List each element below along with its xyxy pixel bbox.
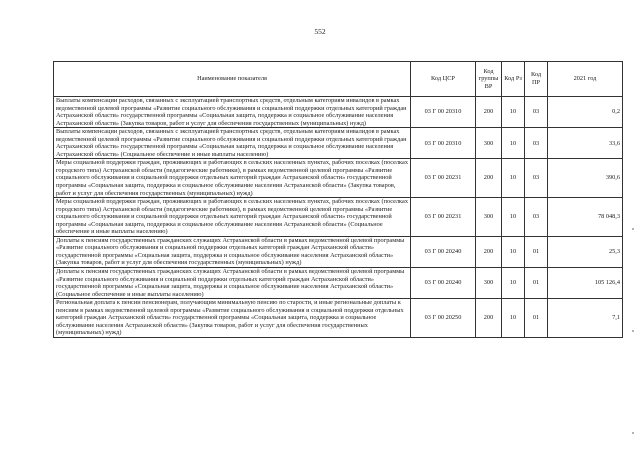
table-row [54,97,623,128]
row-pr: 03 [525,159,548,198]
row-amount: 78 048,3 [548,198,623,237]
row-rz: 10 [502,97,525,128]
row-amount: 7,1 [548,299,623,338]
row-csr: 03 Г 00 20310 [411,97,476,128]
header-name: Наименование показателя [54,62,411,97]
row-group: 200 [476,299,502,338]
row-amount: 0,2 [548,97,623,128]
table-header-row [54,62,623,97]
table-row [54,198,623,237]
row-csr: 03 Г 00 20231 [411,159,476,198]
row-rz: 10 [502,299,525,338]
table-row [54,128,623,159]
row-csr: 03 Г 00 20250 [411,299,476,338]
row-pr: 03 [525,97,548,128]
row-amount: 25,3 [548,236,623,267]
table-row [54,236,623,267]
row-rz: 10 [502,159,525,198]
row-name: Выплаты компенсации расходов, связанных с эксплуатацией транспортных средств, отдельным категориям инвалидов в рамках ведомственной целевой программы «Развитие социального обслуживания и социальной поддержки отдельных категорий граждан Астраханской области» государственной программы «Социальная защита, поддержка и социальное обслуживание населения Астраханской области» (Социальное обеспечение и иные выплаты населению) [54,128,411,159]
row-pr: 03 [525,198,548,237]
header-csr: Код ЦСР [411,62,476,97]
row-group: 200 [476,159,502,198]
row-group: 300 [476,198,502,237]
row-rz: 10 [502,198,525,237]
row-name: Меры социальной поддержки граждан, проживающих и работающих в сельских населенных пунктах, рабочих поселках (поселках городского типа) Астраханской области (педагогические работники), в рамках ведомственной целевой программы «Развитие социального обслуживания и социальной поддержки отдельных категорий граждан Астраханской области» государственной программы «Социальная защита, поддержка и социальное обслуживание населения Астраханской области» (Социальное обеспечение и иные выплаты населению) [54,198,411,237]
row-csr: 03 Г 00 20231 [411,198,476,237]
row-csr: 03 Г 00 20240 [411,236,476,267]
row-name: Доплаты к пенсиям государственных гражданских служащих Астраханской области в рамках ведомственной целевой программы «Развитие социального обслуживания и социальной поддержки отдельных категорий граждан Астраханской области» государственной программы «Социальная защита, поддержка и социальное обслуживание населения Астраханской области» (Социальное обеспечение и иные выплаты населению) [54,268,411,299]
row-pr: 01 [525,236,548,267]
header-rz: Код Рз [502,62,525,97]
table-row [54,299,623,338]
row-amount: 390,6 [548,159,623,198]
row-name: Региональная доплата к пенсии пенсионерам, получающим минимальную пенсию по старости, и иные региональные доплаты к пенсиям в рамках ведомственной целевой программы «Развитие социального обслуживания и социальной поддержки отдельных категорий граждан Астраханской области» государственной программы «Социальная защита, поддержка и социальное обслуживание населения Астраханской области» (Закупка товаров, работ и услуг для обеспечения государственных (муниципальных) нужд) [54,299,411,338]
table-row [54,268,623,299]
header-year: 2021 год [548,62,623,97]
row-pr: 03 [525,128,548,159]
row-group: 300 [476,128,502,159]
row-rz: 10 [502,236,525,267]
budget-table [53,61,623,338]
row-csr: 03 Г 00 20310 [411,128,476,159]
row-pr: 01 [525,299,548,338]
scan-speck [632,330,634,332]
page-number: 552 [314,27,326,36]
row-group: 300 [476,268,502,299]
row-group: 200 [476,236,502,267]
row-csr: 03 Г 00 20240 [411,268,476,299]
row-name: Меры социальной поддержки граждан, проживающих и работающих в сельских населенных пунктах, рабочих поселках (поселках городского типа) Астраханской области (педагогические работники), в рамках ведомственной целевой программы «Развитие социального обслуживания и социальной поддержки отдельных категорий граждан Астраханской области» государственной программы «Социальная защита, поддержка и социальное обслуживание населения Астраханской области» (Закупка товаров, работ и услуг для обеспечения государственных (муниципальных) нужд) [54,159,411,198]
row-amount: 105 126,4 [548,268,623,299]
header-group: Код группы ВР [476,62,502,97]
table-row [54,159,623,198]
row-rz: 10 [502,128,525,159]
row-name: Доплаты к пенсиям государственных гражданских служащих Астраханской области в рамках ведомственной целевой программы «Развитие социального обслуживания и социальной поддержки отдельных категорий граждан Астраханской области» государственной программы «Социальная защита, поддержка и социальное обслуживание населения Астраханской области» (Закупка товаров, работ и услуг для обеспечения государственных (муниципальных) нужд) [54,236,411,267]
row-group: 200 [476,97,502,128]
row-amount: 33,6 [548,128,623,159]
row-pr: 01 [525,268,548,299]
scan-speck [632,228,634,230]
scan-speck [632,432,634,434]
row-name: Выплаты компенсации расходов, связанных с эксплуатацией транспортных средств, отдельным категориям инвалидов в рамках ведомственной целевой программы «Развитие социального обслуживания и социальной поддержки отдельных категорий граждан Астраханской области» государственной программы «Социальная защита, поддержка и социальное обслуживание населения Астраханской области» (Закупка товаров, работ и услуг для обеспечения государственных (муниципальных) нужд) [54,97,411,128]
row-rz: 10 [502,268,525,299]
header-pr: Код ПР [525,62,548,97]
